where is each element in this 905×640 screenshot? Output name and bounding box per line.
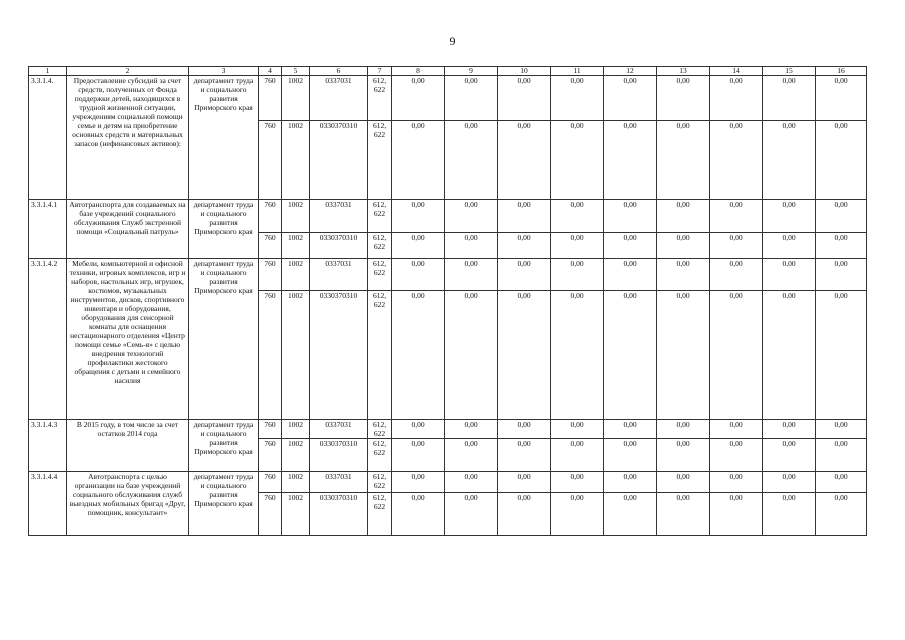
cell-amount: 0,00 bbox=[551, 439, 604, 472]
cell-amount: 0,00 bbox=[657, 259, 710, 291]
cell-amount: 0,00 bbox=[392, 259, 445, 291]
col-header: 14 bbox=[710, 67, 763, 76]
cell-amount: 0,00 bbox=[392, 439, 445, 472]
cell-amount: 0,00 bbox=[710, 291, 763, 420]
col-header: 15 bbox=[763, 67, 816, 76]
col-header: 8 bbox=[392, 67, 445, 76]
row-name: Автотранспорта для создаваемых на базе учреждений социального обслуживания Служб экстренной помощи «Социальный патруль» bbox=[67, 200, 189, 259]
cell-amount: 0,00 bbox=[498, 291, 551, 420]
cell-amount: 0,00 bbox=[657, 439, 710, 472]
cell-amount: 0,00 bbox=[816, 493, 867, 536]
cell-target-article: 0330370310 bbox=[310, 121, 368, 200]
cell-amount: 0,00 bbox=[763, 200, 816, 233]
table-row bbox=[29, 200, 867, 233]
cell-target-article: 0330370310 bbox=[310, 493, 368, 536]
row-department: департамент труда и социального развития Приморского края bbox=[189, 420, 259, 472]
row-code: 3.3.1.4.4 bbox=[29, 472, 67, 536]
cell-amount: 0,00 bbox=[551, 200, 604, 233]
cell-amount: 0,00 bbox=[498, 259, 551, 291]
cell-amount: 0,00 bbox=[445, 493, 498, 536]
cell-target-article: 0337031 bbox=[310, 259, 368, 291]
cell-target-article: 0337031 bbox=[310, 420, 368, 439]
cell-amount: 0,00 bbox=[816, 76, 867, 121]
cell-target-article: 0330370310 bbox=[310, 439, 368, 472]
cell-amount: 0,00 bbox=[710, 493, 763, 536]
cell-amount: 0,00 bbox=[551, 472, 604, 493]
cell-grbs: 760 bbox=[259, 76, 282, 121]
cell-amount: 0,00 bbox=[763, 233, 816, 259]
cell-amount: 0,00 bbox=[657, 291, 710, 420]
cell-amount: 0,00 bbox=[498, 493, 551, 536]
cell-expense-type: 612, 622 bbox=[368, 200, 392, 233]
cell-section: 1002 bbox=[282, 420, 310, 439]
cell-amount: 0,00 bbox=[551, 291, 604, 420]
cell-amount: 0,00 bbox=[763, 121, 816, 200]
cell-amount: 0,00 bbox=[392, 291, 445, 420]
cell-amount: 0,00 bbox=[710, 472, 763, 493]
cell-target-article: 0337031 bbox=[310, 472, 368, 493]
cell-amount: 0,00 bbox=[551, 76, 604, 121]
cell-amount: 0,00 bbox=[604, 233, 657, 259]
cell-amount: 0,00 bbox=[710, 200, 763, 233]
table-row bbox=[29, 259, 867, 291]
header-row bbox=[29, 67, 867, 76]
cell-amount: 0,00 bbox=[710, 233, 763, 259]
cell-expense-type: 612, 622 bbox=[368, 76, 392, 121]
cell-section: 1002 bbox=[282, 233, 310, 259]
cell-section: 1002 bbox=[282, 121, 310, 200]
cell-amount: 0,00 bbox=[445, 420, 498, 439]
cell-amount: 0,00 bbox=[816, 259, 867, 291]
cell-amount: 0,00 bbox=[763, 420, 816, 439]
row-department: департамент труда и социального развития Приморского края bbox=[189, 259, 259, 420]
cell-amount: 0,00 bbox=[657, 233, 710, 259]
col-header: 13 bbox=[657, 67, 710, 76]
cell-amount: 0,00 bbox=[392, 76, 445, 121]
table-row bbox=[29, 472, 867, 493]
cell-amount: 0,00 bbox=[498, 472, 551, 493]
cell-amount: 0,00 bbox=[445, 76, 498, 121]
cell-amount: 0,00 bbox=[710, 259, 763, 291]
cell-amount: 0,00 bbox=[604, 493, 657, 536]
cell-section: 1002 bbox=[282, 259, 310, 291]
cell-amount: 0,00 bbox=[816, 291, 867, 420]
cell-amount: 0,00 bbox=[604, 472, 657, 493]
cell-amount: 0,00 bbox=[498, 420, 551, 439]
row-name: Мебели, компьютерной и офисной техники, игровых комплексов, игр и наборов, настольных игр, игрушек, костюмов, музыкальных инструментов, дисков, спортивного инвентаря и оборудования, оборудования для сенсорной комнаты для оснащения нестационарного отделения «Центр помощи семье «Семь-я» с целью внедрения технологий профилактики жестокого обращения с детьми и семейного насилия bbox=[67, 259, 189, 420]
cell-amount: 0,00 bbox=[604, 121, 657, 200]
cell-grbs: 760 bbox=[259, 472, 282, 493]
cell-amount: 0,00 bbox=[657, 76, 710, 121]
cell-amount: 0,00 bbox=[551, 493, 604, 536]
cell-amount: 0,00 bbox=[551, 420, 604, 439]
cell-amount: 0,00 bbox=[816, 200, 867, 233]
cell-target-article: 0330370310 bbox=[310, 233, 368, 259]
cell-amount: 0,00 bbox=[657, 420, 710, 439]
cell-amount: 0,00 bbox=[710, 76, 763, 121]
cell-grbs: 760 bbox=[259, 121, 282, 200]
cell-section: 1002 bbox=[282, 439, 310, 472]
page-number: 9 bbox=[449, 34, 456, 48]
cell-amount: 0,00 bbox=[392, 420, 445, 439]
cell-amount: 0,00 bbox=[816, 420, 867, 439]
cell-amount: 0,00 bbox=[445, 439, 498, 472]
cell-amount: 0,00 bbox=[604, 420, 657, 439]
cell-amount: 0,00 bbox=[816, 439, 867, 472]
cell-amount: 0,00 bbox=[551, 259, 604, 291]
cell-amount: 0,00 bbox=[816, 121, 867, 200]
col-header: 10 bbox=[498, 67, 551, 76]
row-code: 3.3.1.4. bbox=[29, 76, 67, 200]
row-name: Автотранспорта с целью организации на базе учреждений социального обслуживания служб выездных мобильных бригад «Друг, помощник, консультант» bbox=[67, 472, 189, 536]
col-header: 16 bbox=[816, 67, 867, 76]
col-header: 9 bbox=[445, 67, 498, 76]
cell-amount: 0,00 bbox=[657, 200, 710, 233]
cell-amount: 0,00 bbox=[763, 291, 816, 420]
col-header: 6 bbox=[310, 67, 368, 76]
col-header: 11 bbox=[551, 67, 604, 76]
cell-amount: 0,00 bbox=[392, 233, 445, 259]
cell-target-article: 0337031 bbox=[310, 76, 368, 121]
cell-amount: 0,00 bbox=[763, 472, 816, 493]
cell-amount: 0,00 bbox=[710, 439, 763, 472]
cell-section: 1002 bbox=[282, 291, 310, 420]
cell-amount: 0,00 bbox=[445, 472, 498, 493]
col-header: 5 bbox=[282, 67, 310, 76]
cell-amount: 0,00 bbox=[551, 233, 604, 259]
cell-amount: 0,00 bbox=[604, 76, 657, 121]
row-name: В 2015 году, в том числе за счет остатков 2014 года bbox=[67, 420, 189, 472]
cell-section: 1002 bbox=[282, 200, 310, 233]
cell-amount: 0,00 bbox=[445, 291, 498, 420]
cell-amount: 0,00 bbox=[763, 259, 816, 291]
table-row bbox=[29, 76, 867, 121]
cell-amount: 0,00 bbox=[604, 439, 657, 472]
col-header: 4 bbox=[259, 67, 282, 76]
cell-expense-type: 612, 622 bbox=[368, 259, 392, 291]
cell-amount: 0,00 bbox=[392, 200, 445, 233]
cell-amount: 0,00 bbox=[816, 233, 867, 259]
row-name: Предоставление субсидий за счет средств, полученных от Фонда поддержки детей, находящихся в трудной жизненной ситуации, учреждениям социальной помощи семье и детям на приобретение основных средств и материальных запасов (нефинансовых активов): bbox=[67, 76, 189, 200]
table-row bbox=[29, 420, 867, 439]
cell-amount: 0,00 bbox=[763, 76, 816, 121]
cell-section: 1002 bbox=[282, 472, 310, 493]
cell-target-article: 0337031 bbox=[310, 200, 368, 233]
cell-amount: 0,00 bbox=[710, 121, 763, 200]
cell-amount: 0,00 bbox=[498, 121, 551, 200]
cell-amount: 0,00 bbox=[657, 472, 710, 493]
cell-expense-type: 612, 622 bbox=[368, 420, 392, 439]
row-code: 3.3.1.4.3 bbox=[29, 420, 67, 472]
cell-grbs: 760 bbox=[259, 493, 282, 536]
col-header: 2 bbox=[67, 67, 189, 76]
row-code: 3.3.1.4.2 bbox=[29, 259, 67, 420]
cell-grbs: 760 bbox=[259, 233, 282, 259]
cell-amount: 0,00 bbox=[657, 493, 710, 536]
cell-grbs: 760 bbox=[259, 291, 282, 420]
cell-expense-type: 612, 622 bbox=[368, 121, 392, 200]
cell-amount: 0,00 bbox=[604, 259, 657, 291]
cell-target-article: 0330370310 bbox=[310, 291, 368, 420]
cell-amount: 0,00 bbox=[392, 121, 445, 200]
cell-expense-type: 612, 622 bbox=[368, 493, 392, 536]
cell-amount: 0,00 bbox=[604, 200, 657, 233]
cell-grbs: 760 bbox=[259, 259, 282, 291]
cell-amount: 0,00 bbox=[551, 121, 604, 200]
cell-expense-type: 612, 622 bbox=[368, 472, 392, 493]
budget-table bbox=[28, 66, 867, 536]
cell-amount: 0,00 bbox=[445, 200, 498, 233]
cell-grbs: 760 bbox=[259, 439, 282, 472]
row-code: 3.3.1.4.1 bbox=[29, 200, 67, 259]
cell-amount: 0,00 bbox=[657, 121, 710, 200]
cell-amount: 0,00 bbox=[816, 472, 867, 493]
col-header: 1 bbox=[29, 67, 67, 76]
cell-amount: 0,00 bbox=[445, 259, 498, 291]
cell-amount: 0,00 bbox=[498, 439, 551, 472]
cell-grbs: 760 bbox=[259, 200, 282, 233]
row-department: департамент труда и социального развития Приморского края bbox=[189, 472, 259, 536]
cell-amount: 0,00 bbox=[445, 121, 498, 200]
cell-amount: 0,00 bbox=[498, 76, 551, 121]
cell-amount: 0,00 bbox=[498, 200, 551, 233]
cell-amount: 0,00 bbox=[763, 439, 816, 472]
cell-amount: 0,00 bbox=[392, 472, 445, 493]
cell-section: 1002 bbox=[282, 76, 310, 121]
row-department: департамент труда и социального развития Приморского края bbox=[189, 76, 259, 200]
cell-amount: 0,00 bbox=[763, 493, 816, 536]
cell-amount: 0,00 bbox=[710, 420, 763, 439]
col-header: 7 bbox=[368, 67, 392, 76]
col-header: 3 bbox=[189, 67, 259, 76]
cell-grbs: 760 bbox=[259, 420, 282, 439]
cell-expense-type: 612, 622 bbox=[368, 291, 392, 420]
col-header: 12 bbox=[604, 67, 657, 76]
cell-amount: 0,00 bbox=[445, 233, 498, 259]
row-department: департамент труда и социального развития Приморского края bbox=[189, 200, 259, 259]
cell-amount: 0,00 bbox=[392, 493, 445, 536]
cell-expense-type: 612, 622 bbox=[368, 233, 392, 259]
cell-section: 1002 bbox=[282, 493, 310, 536]
cell-amount: 0,00 bbox=[604, 291, 657, 420]
cell-amount: 0,00 bbox=[498, 233, 551, 259]
cell-expense-type: 612, 622 bbox=[368, 439, 392, 472]
